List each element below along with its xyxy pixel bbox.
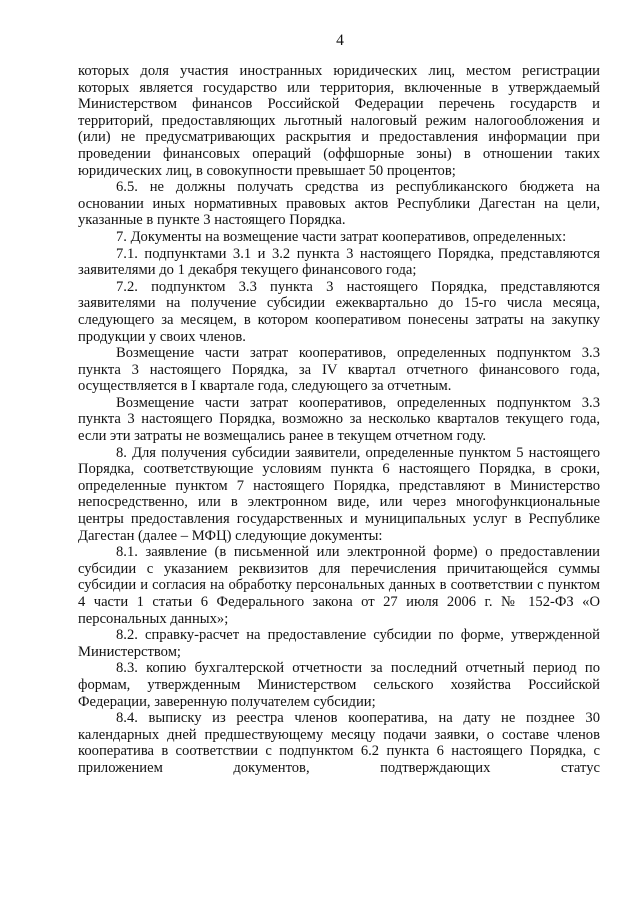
paragraph-7-2: 7.2. подпунктом 3.3 пункта 3 настоящего Порядка, представляются заявителями на получение субсидии ежеквартально до 15-го числа месяца, следующего за месяцем, в котором кооперативом понесены затраты на закупку продукции у своих членов. [78,278,600,345]
paragraph-6-5: 6.5. не должны получать средства из республиканского бюджета на основании иных нормативных правовых актов Республики Дагестан на цели, указанные в пункте 3 настоящего Порядка. [78,179,600,229]
page-number: 4 [336,32,344,49]
paragraph-7: 7. Документы на возмещение части затрат кооперативов, определенных: [116,228,567,245]
paragraph-q4-compensation: Возмещение части затрат кооперативов, определенных подпунктом 3.3 пункта 3 настоящего Порядка, за IV квартал отчетного финансового года, осуществляется в I квартале года, следующего за отчетным. [78,345,600,395]
paragraph-8-1: 8.1. заявление (в письменной или электронной форме) о предоставлении субсидии с указанием реквизитов для перечисления причитающейся суммы субсидии и согласия на обработку персональных данных в соответствии с пунктом 4 части 1 статьи 6 Федерального закона от 27 июля 2006 г. № 152-ФЗ «О персональных данных»; [78,544,600,627]
paragraph-8-2: 8.2. справку-расчет на предоставление субсидии по форме, утвержденной Министерством; [78,627,600,660]
paragraph-8: 8. Для получения субсидии заявители, определенные пунктом 5 настоящего Порядка, соответствующие условиям пункта 6 настоящего Порядка, в сроки, определенные пунктом 7 настоящего Порядка, представляют в Министерство непосредственно, или в электронном виде, или через многофункциональные центры предоставления государственных и муниципальных услуг в Республике Дагестан (далее – МФЦ) следующие документы: [78,444,600,544]
paragraph-8-3: 8.3. копию бухгалтерской отчетности за последний отчетный период по формам, утвержденным Министерством сельского хозяйства Российской Федерации, заверенную получателем субсидии; [78,660,600,710]
paragraph-7-1: 7.1. подпунктами 3.1 и 3.2 пункта 3 настоящего Порядка, представляются заявителями до 1 декабря текущего финансового года; [78,245,600,279]
paragraph-multi-quarter-compensation: Возмещение части затрат кооперативов, определенных подпунктом 3.3 пункта 3 настоящего Порядка, возможно за несколько кварталов текущего года, если эти затраты не возмещались ранее в текущем отчетном году. [78,394,600,445]
document-body [78,63,600,777]
paragraph-8-4: 8.4. выписку из реестра членов кооператива, на дату не позднее 30 календарных дней предшествующему месяцу подачи заявки, о составе членов кооператива в соответствии с подпунктом 6.2 пункта 6 настоящего Порядка, с приложением документов, подтверждающих статус [78,710,600,776]
paragraph-offshore-continuation: которых доля участия иностранных юридических лиц, местом регистрации которых является государство или территория, включенные в утверждаемый Министерством финансов Российской Федерации перечень государств и территорий, предоставляющих льготный налоговый режим налогообложения и (или) не предусматривающих раскрытия и предоставления информации при проведении финансовых операций (оффшорные зоны) в отношении таких юридических лиц, в совокупности превышает 50 процентов; [78,63,600,179]
